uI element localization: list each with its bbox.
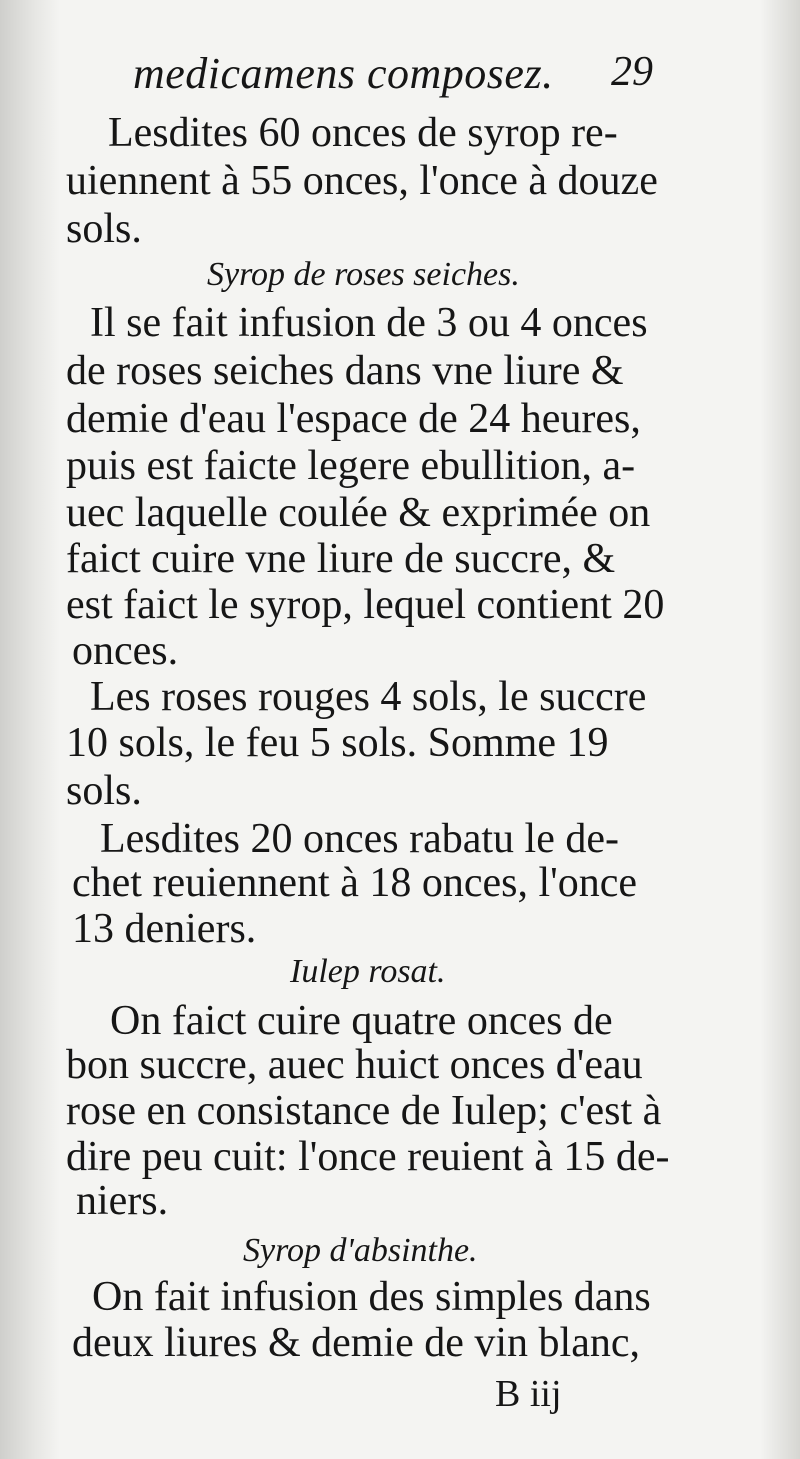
page-gutter-shadow <box>0 0 60 1459</box>
signature-mark: B iij <box>495 1373 562 1415</box>
text-line: uec laquelle coulée & exprimée on <box>66 490 651 536</box>
text-line: de roses seiches dans vne liure & <box>66 348 624 394</box>
text-line: puis est faicte legere ebullition, a- <box>66 443 636 489</box>
section-heading: Syrop d'absinthe. <box>243 1232 478 1269</box>
text-line: 10 sols, le feu 5 sols. Somme 19 <box>66 720 609 766</box>
text-line: niers. <box>76 1178 169 1224</box>
text-line: faict cuire vne liure de succre, & <box>66 536 616 582</box>
page-number: 29 <box>611 49 653 95</box>
text-line: Il se fait infusion de 3 ou 4 onces <box>90 300 648 346</box>
running-head <box>133 48 653 108</box>
text-line: rose en consistance de Iulep; c'est à <box>66 1088 662 1134</box>
text-line: est faict le syrop, lequel contient 20 <box>66 582 665 628</box>
text-line: On faict cuire quatre onces de <box>110 998 613 1044</box>
section-heading: Iulep rosat. <box>290 953 446 990</box>
text-line: chet reuiennent à 18 onces, l'once <box>72 860 637 906</box>
text-line: bon succre, auec huict onces d'eau <box>66 1042 643 1088</box>
text-line: Les roses rouges 4 sols, le succre <box>90 674 647 720</box>
running-head-title: medicamens composez. <box>133 49 554 98</box>
text-line: Lesdites 60 onces de syrop re- <box>108 110 618 156</box>
text-line: Lesdites 20 onces rabatu le de- <box>100 816 619 862</box>
text-line: dire peu cuit: l'once reuient à 15 de- <box>66 1134 670 1180</box>
text-line: demie d'eau l'espace de 24 heures, <box>66 396 641 442</box>
page-edge-shadow <box>760 0 800 1459</box>
text-line: onces. <box>72 628 179 674</box>
text-line: uiennent à 55 onces, l'once à douze <box>66 158 658 204</box>
text-line: deux liures & demie de vin blanc, <box>72 1320 641 1366</box>
text-line: sols. <box>66 206 142 252</box>
text-line: sols. <box>66 768 142 814</box>
section-heading: Syrop de roses seiches. <box>207 256 520 293</box>
text-line: On fait infusion des simples dans <box>92 1274 651 1320</box>
text-line: 13 deniers. <box>72 906 257 952</box>
